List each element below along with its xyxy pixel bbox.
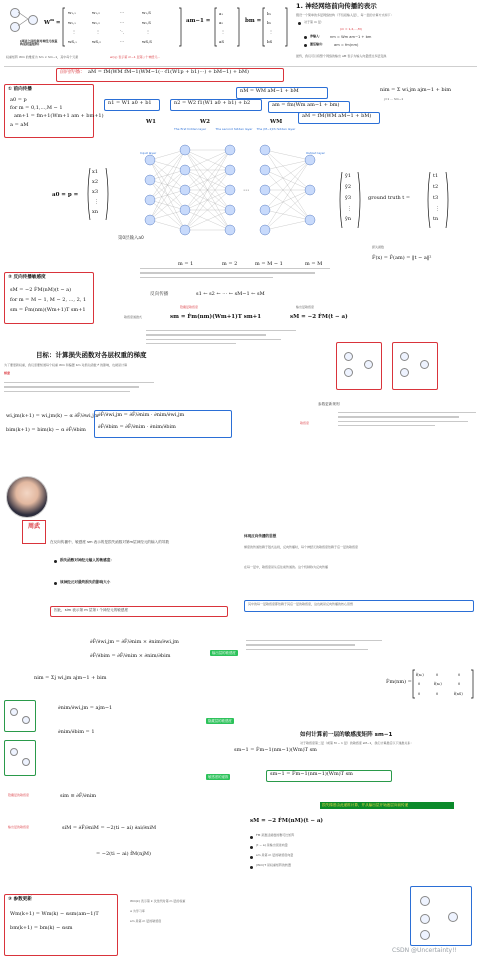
net-input-sum-formula: nim = Σ wi,jm ajm−1 + bim	[380, 87, 451, 93]
green-note: 敏感度的递推	[208, 775, 229, 779]
svg-text:0: 0	[458, 682, 461, 686]
svg-text:ḟ(n₂): ḟ(n₂)	[434, 682, 442, 686]
derivation-chain-w: ∂F̂/∂wi,jm = ∂F̂/∂nim × ∂nim/∂wi,jm	[90, 639, 179, 645]
legend-item: (t − a) 是输出误差向量	[256, 843, 288, 847]
svg-text:a₁: a₁	[219, 11, 223, 16]
divider	[4, 66, 477, 67]
layer-index-label: m = M	[305, 261, 323, 267]
mini-node	[400, 352, 409, 361]
svg-text:⋮: ⋮	[221, 29, 225, 34]
svg-text:0: 0	[436, 673, 439, 677]
sensitivity-right-heading: 体现反向传播的思想	[244, 534, 277, 538]
svg-text:⋮: ⋮	[72, 29, 76, 34]
recur-label: 敏感度递推式	[124, 315, 143, 319]
output-sens-derivation: siM = ∂F̂/∂niM = −2(ti − ai) ∂ai/∂niM	[62, 825, 157, 831]
svg-text:⋮: ⋮	[269, 29, 273, 34]
green-note: 输出层的敏感度	[212, 651, 236, 655]
svg-text:0: 0	[436, 692, 439, 696]
svg-text:w₁,S: w₁,S	[142, 10, 152, 15]
backward-line: for m = M − 1, M − 2, ..., 2, 1	[10, 297, 87, 303]
weight-matrix-W	[62, 6, 182, 48]
svg-text:wS,₂: wS,₂	[92, 39, 101, 44]
derivation-diagram-box	[4, 740, 36, 776]
param-update-note: α 为学习率	[130, 909, 145, 913]
summary-text: 最终，我们可以将整个网络的输出 aM 表示为输入向量经过多层变换	[296, 54, 387, 58]
mini-node	[344, 352, 353, 361]
legend-item: ḞM 是激活函数的雅可比矩阵	[256, 833, 295, 837]
derivation-right-text	[246, 640, 382, 653]
loss-function: F̂(x) = F̂(am) = ‖t − a‖²	[372, 255, 432, 261]
forward-equation-label: 前向传播：	[60, 69, 86, 75]
mini-node	[420, 930, 430, 940]
mini-node	[344, 368, 353, 377]
svg-text:ḟ(n₁): ḟ(n₁)	[416, 673, 424, 677]
sensitivity-point2: 该神经元对最终损失的影响大小	[60, 580, 111, 584]
param-update-note: sm 是第 m 层的敏感度	[130, 919, 162, 923]
item3-formula: am = fm(nm)	[334, 43, 359, 47]
output-sens-final: = −2(ti − ai) ḟM(njM)	[96, 851, 151, 857]
hidden-layer-k-label: The (M−1)th hidden layer	[256, 127, 296, 131]
a-prev-vector-label: am−1 =	[186, 18, 211, 24]
neural-network-diagram	[130, 140, 350, 245]
bullet-dot	[304, 36, 307, 39]
layer-weight-label: W2	[200, 119, 211, 125]
avatar-stamp	[22, 520, 46, 544]
prediction-entry: ŷ3	[345, 195, 352, 201]
mini-diagram-box	[336, 342, 382, 390]
output-sens-formula: sM = −2 ḞM(t − a)	[290, 314, 348, 320]
mini-node	[22, 758, 30, 766]
svg-text:bS: bS	[267, 39, 273, 44]
ground-truth-label: ground truth t =	[368, 195, 411, 201]
svg-text:b₂: b₂	[267, 20, 272, 25]
legend-item: (Wm)T 是权重矩阵的转置	[256, 863, 292, 867]
item1-label: 对于第 m 层：	[304, 20, 324, 24]
derivation-partial-w: ∂nim/∂wi,jm = ajm−1	[58, 705, 113, 711]
gradient-formula: ∂F̂/∂wi,jm = ∂F̂/∂nim · ∂nim/∂wi,jm	[98, 412, 185, 418]
svg-text:⋱: ⋱	[120, 29, 124, 34]
mini-node	[420, 914, 430, 924]
svg-text:⋯: ⋯	[120, 10, 124, 15]
forward-pass-line: am+1 = fm+1(Wm+1 am + bm+1)	[14, 113, 104, 119]
forward-equation: aM = fM(WM fM−1(WM−1(⋯f1(W1p + b1)⋯) + bM−1) + bM)	[88, 69, 249, 75]
input-vector-entry: xn	[92, 209, 99, 215]
prediction-entry: ⋮	[347, 206, 352, 212]
recur-description: 对于敏感度第二层（或第 M − 1 层）的敏感度 sM−1，我们计算最后以下递推关系：	[300, 741, 414, 745]
layer-weight-label: W1	[146, 119, 157, 125]
output-sens-label: 输出层的敏感度	[8, 825, 30, 829]
svg-text:0: 0	[418, 682, 421, 686]
backward-explanation-text	[146, 330, 296, 348]
sensitivity-point1: 损失函数对神经元输入的敏感度：	[60, 558, 114, 562]
svg-text:0: 0	[418, 692, 421, 696]
right-explanation-text	[338, 412, 476, 430]
forward-pass-line: a = aM	[10, 122, 29, 128]
param-update-title: ③ 参数更新	[8, 897, 32, 902]
ground-truth-entry: t3	[433, 195, 439, 201]
input-vector-entry: x3	[92, 189, 99, 195]
derivation-chain-b: ∂F̂/∂bim = ∂F̂/∂nim × ∂nim/∂bim	[90, 653, 171, 659]
backward-line: sm = Ḟm(nm)(Wm+1)T sm+1	[10, 307, 86, 313]
sensitivity-right-box-text: 其中的每一层敏感度都依赖于其后一层的敏感度，这也就是反向传播的核心思想	[248, 602, 354, 606]
layer0-label: 第0层输入a0	[118, 236, 144, 241]
layer-weight-label: WM	[270, 119, 283, 125]
bullet-dot	[250, 836, 253, 839]
goal-subtitle: 为了要更新权重，我们需要知道每个权重 Wm 和偏置 bm 对损失函数 F̂ 的影响，也就是计算	[4, 363, 128, 367]
svg-text:0: 0	[458, 673, 461, 677]
goal-subtitle-emphasis: 梯度	[4, 371, 11, 375]
recur-formula-main: sm−1 = Ḟm−1(nm−1)(Wm)T sm	[234, 747, 317, 753]
sensitivity-right-p2: 在每一层中，敏感度是从后往前传递的。这个机制称为反向传播	[244, 565, 329, 569]
item2-formula: nm = Wm am−1 + bm	[330, 35, 372, 39]
item3-label: 激活输出：	[310, 42, 326, 46]
svg-text:wS,₁: wS,₁	[68, 39, 77, 44]
bias-gradient-formula: ∂F̂/∂bim = ∂F̂/∂nim · ∂nim/∂bim	[98, 424, 176, 430]
bullet-dot	[250, 866, 253, 869]
param-update-label: 参数更新规则	[318, 402, 340, 406]
recur-formula-boxed: sm−1 = Ḟm−1(nm−1)(Wm)T sm	[270, 771, 353, 777]
derivation-partial-b: ∂nim/∂bim = 1	[58, 729, 95, 735]
mini-node	[22, 716, 30, 724]
svg-text:b₁: b₁	[267, 11, 272, 16]
input-vector-label: a0 = p =	[52, 192, 79, 198]
param-update-note: Wm(k) 表示第 k 次迭代时第 m 层的权重	[130, 899, 186, 903]
avatar-stamp-text: 周武	[27, 523, 40, 530]
input-vector-entry: x1	[92, 169, 99, 175]
top-equation: n1 = W1 a0 + b1	[108, 100, 152, 106]
svg-text:w₁,₂: w₁,₂	[92, 10, 100, 15]
svg-text:wS,S: wS,S	[142, 39, 153, 44]
svg-text:⋯: ⋯	[243, 187, 249, 194]
output-layer-label: Output layer	[306, 151, 325, 155]
prediction-entry: ŷ2	[345, 184, 352, 190]
svg-text:w₂,₁: w₂,₁	[68, 20, 76, 25]
top-equation: aM = fM(WM aM−1 + bM)	[302, 113, 372, 119]
recur-formula: sm = Ḟm(nm)(Wm+1)T sm+1	[170, 314, 262, 320]
weight-matrix-note: (两层之间的每对神经元权重构成权重矩阵)	[20, 39, 58, 47]
sensitivity-intro: 在反向传播中，敏感度 sm 表示的是损失函数对第m层神经元的输入的导数	[50, 540, 169, 544]
mini-node	[364, 360, 373, 369]
section-title-forward-representation: 1. 神经网络前向传播的表示	[296, 2, 377, 10]
csdn-watermark: CSDN @Uncertainty!!	[392, 947, 457, 954]
bullet-dot	[250, 846, 253, 849]
item2-label: 净输入：	[310, 34, 323, 38]
bullet-dot	[250, 856, 253, 859]
network-explanation-text	[140, 268, 330, 281]
mini-node	[448, 912, 458, 922]
weight-matrix-symbol: $W^m$ =	[44, 18, 61, 26]
backward-line: sM = −2 ḞM(nM)(t − a)	[10, 287, 72, 293]
sens-output-label: 输出层敏感度	[296, 305, 315, 309]
recur-title: 如何计算前一层的敏感度矩阵 sm−1	[300, 732, 393, 738]
input-layer-label: Input layer	[140, 151, 157, 155]
weight-update-formula: Wm(k+1) = Wm(k) − αsm(am−1)T	[10, 911, 99, 917]
top-equation: am = fm(Wm am−1 + bm)	[272, 102, 340, 108]
sensitivity-tag: 敏感度	[300, 421, 310, 425]
intro-text: 假设一个简单的多层网络结构（不包括输入层），每一层的计算方式如下：	[296, 13, 394, 17]
input-vector-entry: x2	[92, 179, 99, 185]
ground-truth-entry: t2	[433, 184, 439, 190]
goal-explanation-text	[4, 382, 154, 395]
svg-text:a₂: a₂	[219, 20, 223, 25]
sensitivity-right-p1: 梯度的传递依赖于链式法则，反向传播时，每个神经元的敏感度依赖于后一层的敏感度	[244, 545, 359, 549]
dark-note: 损失梯度由此递推计算，并从输出层开始逐层向前传递	[320, 802, 454, 809]
top-equation: n2 = W2 f1(W1 a0 + b1) + b2	[174, 100, 251, 106]
svg-text:⋯: ⋯	[120, 39, 124, 44]
weight-update-rule: wi,jm(k+1) = wi,jm(k) − α ∂F̂/∂wi,jm	[6, 413, 99, 419]
sens-hidden-label: 隐藏层敏感度	[180, 305, 199, 309]
svg-text:w₁,₁: w₁,₁	[68, 10, 76, 15]
sM-formula: sM = −2 ḞM(nM)(t − a)	[250, 818, 324, 824]
avatar	[6, 476, 48, 518]
goal-title: 目标：计算损失函数对各层权重的梯度	[36, 351, 147, 359]
bullet-dot	[304, 44, 307, 47]
svg-text:ḟ(nS): ḟ(nS)	[454, 692, 463, 696]
hidden-layer-1-label: The first hidden layer	[173, 127, 207, 131]
a-prev-vector	[214, 6, 240, 48]
mini-node	[10, 708, 18, 716]
weight-matrix-desc: 权重矩阵 Wm 的维度为 Sm × Sm−1，其中每个元素	[6, 55, 79, 59]
backward-title: ② 反向传播敏感度	[8, 275, 46, 280]
b-vector-label: bm =	[245, 18, 262, 24]
green-note: 隐藏层的敏感度	[208, 719, 232, 723]
bullet-dot	[298, 22, 301, 25]
bullet-dot	[54, 582, 57, 585]
jacobian-matrix-label: Ḟm(nm) =	[386, 679, 412, 685]
loss-function-label: 损失函数	[372, 245, 385, 249]
mini-diagram-box	[392, 342, 438, 390]
legend-item: sm 是第 m 层的敏感度向量	[256, 853, 294, 857]
weight-matrix-sup: m	[50, 18, 54, 22]
layer-index-label: m = 1	[178, 261, 194, 267]
b-vector	[262, 6, 288, 48]
top-equation: nM = WM aM−1 + bM	[240, 88, 299, 94]
mini-node	[10, 748, 18, 756]
derivation-net-input: nim = Σj wi,jm ajm−1 + bim	[34, 675, 107, 681]
ground-truth-entry: t1	[433, 173, 439, 179]
svg-text:w₂,₂: w₂,₂	[92, 20, 100, 25]
backprop-chain: s1 ← s2 ← ⋯ ← sM−1 ← sM	[196, 291, 265, 297]
layer-index-label: m = M − 1	[255, 261, 283, 267]
mini-node	[400, 368, 409, 377]
sensitivity-definition: sim ≡ ∂F̂/∂nim	[60, 793, 97, 799]
bias-update-rule: bim(k+1) = bim(k) − α ∂F̂/∂bim	[6, 427, 86, 433]
bias-update-formula: bm(k+1) = bm(k) − αsm	[10, 925, 73, 931]
forward-pass-line: a0 = p	[10, 97, 27, 103]
ground-truth-entry: tn	[433, 216, 439, 222]
net-input-sum-limits: j=1 ... Sm−1	[384, 97, 404, 101]
svg-text:⋮: ⋮	[146, 29, 150, 34]
svg-text:w₂,S: w₂,S	[142, 20, 152, 25]
backprop-chain-label: 反向传播	[150, 292, 169, 297]
backprop-diagram-box	[410, 886, 472, 946]
bullet-dot	[54, 560, 57, 563]
forward-pass-title: ① 前向传播	[8, 87, 32, 92]
sensitivity-conclusion: 因此，sim 表示第 m 层第 i 个神经元的敏感度	[54, 608, 129, 612]
layer-index-label: m = 2	[222, 261, 238, 267]
svg-text:⋮: ⋮	[96, 29, 100, 34]
prediction-entry: ŷ1	[345, 173, 352, 179]
ground-truth-entry: ⋮	[435, 206, 440, 212]
weight-matrix-desc-red: w(i,j) 表示第 m−1 层第 j 个神经元...	[110, 55, 161, 59]
item1-note: (m = 1,2,...,M)	[340, 27, 362, 31]
derivation-diagram-box	[4, 700, 36, 732]
mini-node	[420, 360, 429, 369]
mini-node	[420, 896, 430, 906]
forward-pass-line: for m = 0,1,...,M − 1	[10, 105, 63, 111]
hidden-layer-2-label: The second hidden layer	[215, 127, 253, 131]
hidden-sens-label: 隐藏层的敏感度	[8, 793, 30, 797]
prediction-entry: ŷn	[345, 216, 352, 222]
svg-text:aS: aS	[219, 39, 225, 44]
svg-text:⋯: ⋯	[120, 20, 124, 25]
jacobian-matrix	[412, 668, 474, 700]
input-vector-entry: ⋮	[94, 199, 99, 205]
